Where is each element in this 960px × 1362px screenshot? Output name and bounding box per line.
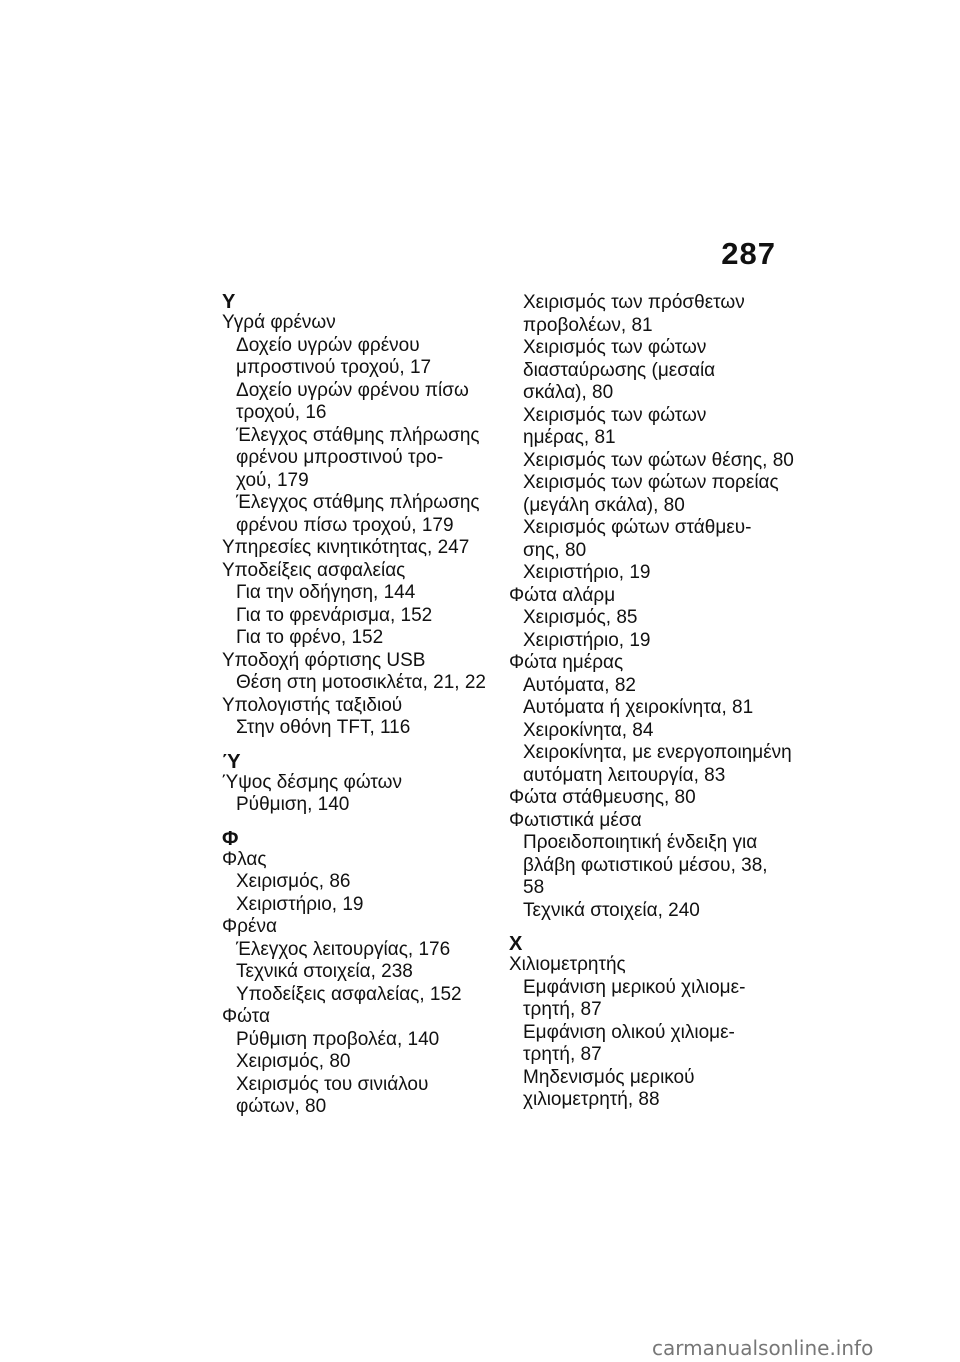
index-subentry: Στην οθόνη TFT, 116	[236, 717, 411, 738]
index-subentry: μπροστινού τροχού, 17	[236, 357, 432, 378]
index-subentry: Για την οδήγηση, 144	[236, 582, 416, 603]
index-subentry: Έλεγχος στάθμης πλήρωσης	[236, 492, 480, 513]
index-subentry: Χειρισμός του σινιάλου	[236, 1073, 429, 1095]
index-subentry: Τεχνικά στοιχεία, 238	[236, 961, 413, 982]
index-subentry: ημέρας, 81	[523, 427, 616, 448]
index-subentry: Χειριστήριο, 19	[523, 629, 651, 651]
index-subentry: Για το φρενάρισμα, 152	[236, 604, 433, 626]
index-subentry: Χειρισμός των πρόσθετων	[523, 292, 745, 313]
index-subentry: Χειρισμός, 80	[236, 1051, 351, 1072]
index-heading: Φώτα αλάρμ	[509, 584, 616, 606]
index-subentry: Χειροκίνητα, 84	[523, 719, 654, 741]
index-subentry: Θέση στη μοτοσικλέτα, 21, 22	[236, 672, 486, 693]
index-subentry: σης, 80	[523, 539, 587, 561]
index-subentry: διασταύρωσης (μεσαία	[523, 359, 716, 381]
index-subentry: Υποδείξεις ασφαλείας, 152	[236, 983, 462, 1005]
index-subentry: (μεγάλη σκάλα), 80	[523, 494, 685, 516]
index-heading: Υγρά φρένων	[222, 312, 336, 333]
index-heading: Φώτα	[222, 1006, 270, 1027]
index-subentry: βλάβη φωτιστικού μέσου, 38,	[523, 854, 768, 876]
index-subentry: Δοχείο υγρών φρένου	[236, 334, 420, 356]
index-subentry: σκάλα), 80	[523, 382, 614, 403]
section-letter-upsilon-tonos: Ύ	[222, 750, 241, 773]
index-heading: Χιλιομετρητής	[509, 954, 626, 975]
index-subentry: Μηδενισμός μερικού	[523, 1066, 695, 1088]
index-subentry: Εμφάνιση ολικού χιλιομε-	[523, 1021, 735, 1043]
page-number: 287	[721, 236, 776, 271]
index-subentry: Για το φρένο, 152	[236, 627, 384, 648]
section-letter-phi: Φ	[222, 827, 239, 850]
index-heading: Υπηρεσίες κινητικότητας, 247	[222, 537, 470, 558]
index-subentry: χιλιομετρητή, 88	[523, 1089, 660, 1110]
index-subentry: Χειρισμός των φώτων	[523, 404, 707, 426]
index-subentry: τροχού, 16	[236, 402, 327, 423]
index-heading: Ύψος δέσμης φώτων	[222, 771, 402, 793]
index-heading: Φωτιστικά μέσα	[509, 809, 642, 831]
index-heading: Υποδείξεις ασφαλείας	[222, 559, 406, 581]
index-subentry: Χειροκίνητα, με ενεργοποιημένη	[523, 742, 792, 763]
index-subentry: Χειρισμός φώτων στάθμευ-	[523, 517, 752, 538]
index-subentry: Έλεγχος λειτουργίας, 176	[236, 938, 451, 960]
index-subentry: αυτόματη λειτουργία, 83	[523, 764, 726, 786]
index-subentry: φρένου μπροστινού τρο-	[236, 447, 444, 468]
index-subentry: Χειρισμός των φώτων θέσης, 80	[523, 449, 794, 471]
index-heading: Φώτα ημέρας	[509, 652, 624, 673]
index-subentry: Δοχείο υγρών φρένου πίσω	[236, 379, 469, 401]
index-subentry: Χειρισμός, 85	[523, 607, 638, 628]
index-subentry: Ρύθμιση προβολέα, 140	[236, 1028, 440, 1050]
watermark: carmanualsonline.info	[652, 1336, 874, 1360]
index-subentry: Έλεγχος στάθμης πλήρωσης	[236, 424, 480, 446]
index-subentry: Χειριστήριο, 19	[523, 562, 651, 583]
index-subentry: Χειρισμός, 86	[236, 871, 351, 892]
index-subentry: Αυτόματα, 82	[523, 674, 636, 696]
index-subentry: Προειδοποιητική ένδειξη για	[523, 832, 758, 853]
index-heading: Φώτα στάθμευσης, 80	[509, 787, 696, 808]
index-subentry: Εμφάνιση μερικού χιλιομε-	[523, 976, 746, 998]
index-subentry: φώτων, 80	[236, 1096, 327, 1117]
index-column-right	[509, 292, 794, 1112]
index-subentry: Τεχνικά στοιχεία, 240	[523, 899, 700, 921]
index-subentry: Χειρισμός των φώτων πορείας	[523, 472, 779, 493]
index-subentry: Αυτόματα ή χειροκίνητα, 81	[523, 697, 754, 718]
section-letter-chi: Χ	[509, 933, 523, 955]
index-subentry: χού, 179	[236, 469, 309, 491]
index-heading: Υπολογιστής ταξιδιού	[222, 694, 403, 716]
index-subentry: τρητή, 87	[523, 1044, 602, 1065]
index-heading: Φρένα	[222, 916, 277, 937]
index-subentry: τρητή, 87	[523, 999, 602, 1020]
index-subentry: 58	[523, 877, 545, 898]
index-column-left	[222, 292, 492, 1119]
index-subentry: φρένου πίσω τροχού, 179	[236, 514, 454, 536]
index-subentry: προβολέων, 81	[523, 314, 653, 336]
index-subentry: Χειρισμός των φώτων	[523, 337, 707, 358]
index-heading: Υποδοχή φόρτισης USB	[222, 649, 426, 671]
index-heading: Φλας	[222, 848, 267, 870]
index-subentry: Ρύθμιση, 140	[236, 794, 350, 815]
section-letter-upsilon: Y	[222, 291, 236, 313]
index-subentry: Χειριστήριο, 19	[236, 893, 364, 915]
